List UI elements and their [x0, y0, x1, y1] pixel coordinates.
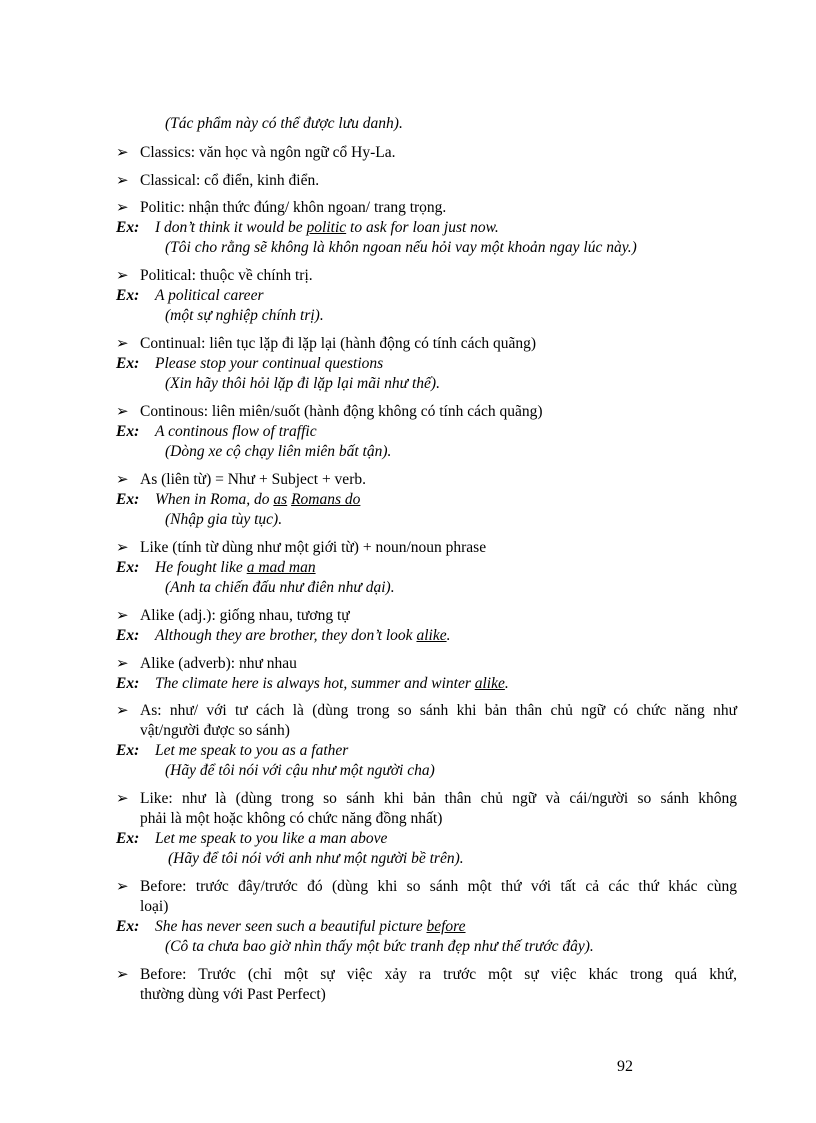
example-label: Ex:: [116, 219, 140, 236]
entry-text-line1: As: như/ với tư cách là (dùng trong so sánh khi bản thân chủ ngữ có chức năng như: [140, 702, 737, 719]
entry-text-line2: loại): [140, 898, 169, 915]
arrow-bullet-icon: ➢: [116, 540, 129, 556]
translation-text: (Dòng xe cộ chạy liên miên bất tận).: [165, 443, 392, 460]
entry-text: Political: thuộc về chính trị.: [140, 267, 313, 284]
arrow-bullet-icon: ➢: [116, 608, 129, 624]
underlined-word: a mad man: [246, 559, 316, 576]
arrow-bullet-icon: ➢: [116, 268, 129, 284]
example-sentence: She has never seen such a beautiful picture before: [155, 918, 466, 935]
example-label: Ex:: [116, 918, 140, 935]
arrow-bullet-icon: ➢: [116, 472, 129, 488]
translation-text: (Anh ta chiến đấu như điên như dại).: [165, 579, 395, 596]
translation-text: (Xin hãy thôi hỏi lặp đi lặp lại mãi như thế).: [165, 375, 440, 392]
entry-text-line1: Before: trước đây/trước đó (dùng khi so sánh một thứ với tất cả các thứ khác cùng: [140, 878, 737, 895]
underlined-word: politic: [306, 219, 347, 236]
entry-text-line2: thường dùng với Past Perfect): [140, 986, 326, 1003]
example-sentence: Let me speak to you as a father: [155, 742, 349, 759]
example-label: Ex:: [116, 675, 140, 692]
example-sentence: Let me speak to you like a man above: [155, 830, 388, 847]
example-sentence: When in Roma, do as Romans do: [155, 491, 361, 508]
entry-text: Continual: liên tục lặp đi lặp lại (hành động có tính cách quãng): [140, 335, 537, 352]
example-label: Ex:: [116, 627, 140, 644]
underlined-word: as: [273, 491, 288, 508]
underlined-word: Romans do: [291, 491, 361, 508]
entry-text: Classical: cổ điển, kinh điển.: [140, 172, 320, 189]
entry-text-line1: Like: như là (dùng trong so sánh khi bản thân chủ ngữ và cái/người so sánh không: [140, 790, 737, 807]
arrow-bullet-icon: ➢: [116, 967, 129, 983]
example-sentence: He fought like a mad man: [155, 559, 316, 576]
entry-text: As (liên từ) = Như + Subject + verb.: [140, 471, 366, 488]
example-sentence: A political career: [155, 287, 264, 304]
example-sentence: Please stop your continual questions: [155, 355, 384, 372]
example-label: Ex:: [116, 559, 140, 576]
entry-text: Politic: nhận thức đúng/ khôn ngoan/ trang trọng.: [140, 199, 447, 216]
arrow-bullet-icon: ➢: [116, 200, 129, 216]
entry-text-line1: Before: Trước (chỉ một sự việc xảy ra trước một sự việc khác trong quá khứ,: [140, 966, 737, 983]
entry-text-line2: phải là một hoặc không có chức năng đồng nhất): [140, 810, 443, 827]
example-label: Ex:: [116, 287, 140, 304]
arrow-bullet-icon: ➢: [116, 703, 129, 719]
underlined-word: before: [426, 918, 466, 935]
underlined-word: alike: [474, 675, 505, 692]
example-sentence: Although they are brother, they don’t look alike.: [155, 627, 451, 644]
entry-text: Classics: văn học và ngôn ngữ cổ Hy-La.: [140, 144, 396, 161]
underlined-word: alike: [416, 627, 447, 644]
translation-text: (Hãy để tôi nói với anh như một người bề trên).: [168, 850, 464, 867]
translation-text: (Hãy để tôi nói với cậu như một người cha): [165, 762, 435, 779]
arrow-bullet-icon: ➢: [116, 791, 129, 807]
arrow-bullet-icon: ➢: [116, 879, 129, 895]
entry-text: Alike (adj.): giống nhau, tương tự: [140, 607, 350, 624]
example-label: Ex:: [116, 423, 140, 440]
arrow-bullet-icon: ➢: [116, 656, 129, 672]
translation-text: (Tác phẩm này có thể được lưu danh).: [165, 115, 403, 132]
arrow-bullet-icon: ➢: [116, 336, 129, 352]
translation-text: (Nhập gia tùy tục).: [165, 511, 283, 528]
example-label: Ex:: [116, 830, 140, 847]
example-sentence: A continous flow of traffic: [155, 423, 317, 440]
page-number: 92: [617, 1058, 633, 1075]
example-label: Ex:: [116, 491, 140, 508]
example-label: Ex:: [116, 355, 140, 372]
example-sentence: The climate here is always hot, summer and winter alike.: [155, 675, 509, 692]
entry-text: Alike (adverb): như nhau: [140, 655, 297, 672]
translation-text: (Cô ta chưa bao giờ nhìn thấy một bức tranh đẹp như thế trước đây).: [165, 938, 594, 955]
entry-text: Like (tính từ dùng như một giới từ) + noun/noun phrase: [140, 539, 487, 556]
translation-text: (Tôi cho rằng sẽ không là khôn ngoan nếu hỏi vay một khoản ngay lúc này.): [165, 239, 637, 256]
entry-text: Continous: liên miên/suốt (hành động không có tính cách quãng): [140, 403, 543, 420]
arrow-bullet-icon: ➢: [116, 404, 129, 420]
arrow-bullet-icon: ➢: [116, 145, 129, 161]
example-sentence: I don’t think it would be politic to ask for loan just now.: [155, 219, 499, 236]
entry-text-line2: vật/người được so sánh): [140, 722, 290, 739]
arrow-bullet-icon: ➢: [116, 173, 129, 189]
example-label: Ex:: [116, 742, 140, 759]
translation-text: (một sự nghiệp chính trị).: [165, 307, 324, 324]
